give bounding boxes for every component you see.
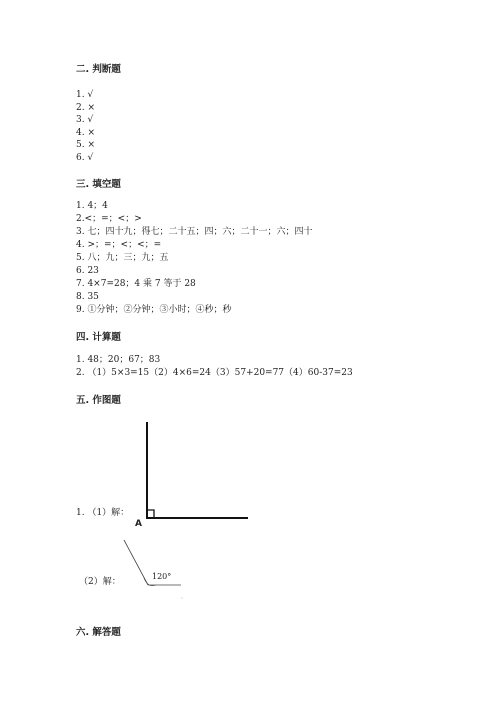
answer-line: 6. 23 (76, 266, 99, 276)
section-heading-word-problems: 六. 解答题 (76, 627, 121, 638)
answer-line: 9. ①分钟；②分钟；③小时；④秒；秒 (76, 305, 232, 315)
point-a-label: A (135, 519, 142, 529)
answer-line: 3. √ (76, 115, 94, 125)
drawing-answer-2-label: （2）解： (79, 577, 121, 587)
answer-line: 4. >；=；<；<；= (76, 240, 162, 250)
section-heading-fill-in: 三. 填空题 (76, 179, 121, 190)
stray-dot (182, 598, 183, 599)
answer-line: 5. × (76, 140, 95, 150)
right-angle-mark (147, 510, 154, 518)
answer-line: 8. 35 (76, 292, 99, 302)
section-heading-judgement: 二. 判断题 (76, 64, 121, 75)
answer-line: 7. 4×7=28；4 乘 7 等于 28 (76, 279, 196, 289)
answer-line: 1. 48；20；67；83 (76, 355, 161, 365)
answer-line: 2. × (76, 102, 95, 113)
answer-line: 3. 七；四十九；得七；二十五；四；六；二十一；六；四十 (76, 227, 313, 237)
answer-line: 1. 4；4 (76, 201, 108, 211)
answer-line: 4. × (76, 127, 95, 138)
section-heading-calculation: 四. 计算题 (76, 332, 121, 343)
answer-line: 6. √ (76, 152, 94, 163)
answer-line: 5. 八；九；三；九；五 (76, 253, 169, 263)
answer-line: 1. √ (76, 90, 94, 100)
section-heading-drawing: 五. 作图题 (76, 395, 121, 406)
drawing-answer-1-label: 1. （1）解： (76, 508, 130, 518)
answer-line: 2.<；=；<；> (76, 214, 142, 224)
answer-line: 2. （1）5×3=15（2）4×6=24（3）57+20=77（4）60-37=23 (76, 368, 353, 378)
angle-value-label: 120° (152, 572, 172, 581)
